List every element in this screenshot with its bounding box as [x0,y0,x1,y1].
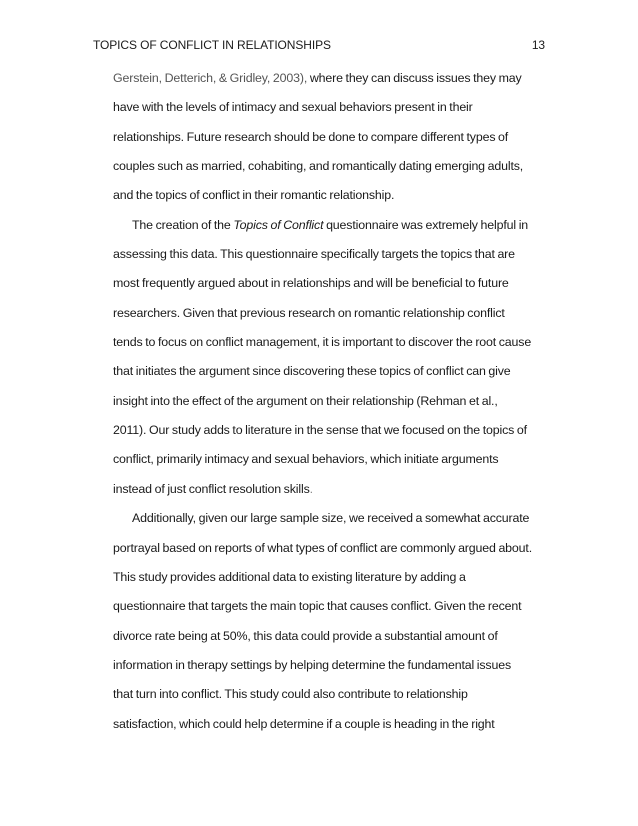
text-line: have with the levels of intimacy and sexual behaviors present in their [113,100,473,115]
text-line: most frequently argued about in relationships and will be beneficial to future [113,276,509,291]
text-line: This study provides additional data to existing literature by adding a [113,569,466,584]
text-line: relationships. Future research should be done to compare different types of [113,129,509,144]
text-line: that turn into conflict. This study could also contribute to relationship [113,687,468,702]
text-line: researchers. Given that previous research on romantic relationship conflict [113,305,505,320]
text-run: where they can discuss issues they may [307,71,522,85]
text-line: satisfaction, which could help determine if a couple is heading in the right [113,716,495,731]
text-run: questionnaire was extremely helpful in [323,217,529,232]
text-line: information in therapy settings by helping determine the fundamental issues [113,657,511,672]
text-run: The creation of the [132,217,234,232]
running-head: TOPICS OF CONFLICT IN RELATIONSHIPS [93,38,331,52]
questionnaire-title: Topics of Conflict [233,217,324,232]
text-line: conflict, primarily intimacy and sexual behaviors, which initiate arguments [113,452,499,467]
text-line: portrayal based on reports of what types of conflict are commonly argued about. [113,540,532,555]
text-line: questionnaire that targets the main topic that causes conflict. Given the recent [113,599,522,614]
text-line: that initiates the argument since discovering these topics of conflict can give [113,364,511,379]
text-run: instead of just conflict resolution skills [113,481,310,496]
text-line: divorce rate being at 50%, this data could provide a substantial amount of [113,628,498,643]
text-line [113,70,543,99]
text-line: tends to focus on conflict management, it is important to discover the root cause [113,335,532,350]
text-line: and the topics of conflict in their romantic relationship. [113,188,395,203]
body-text [113,70,543,745]
trailing-period: . [309,481,313,496]
text-line: insight into the effect of the argument on their relationship (Rehman et al., [113,393,498,408]
page-header [93,38,545,54]
text-line: assessing this data. This questionnaire specifically targets the topics that are [113,247,515,262]
citation: Gerstein, Detterich, & Gridley, 2003), [113,71,308,85]
text-line: couples such as married, cohabiting, and romantically dating emerging adults, [113,159,524,174]
text-line: 2011). Our study adds to literature in the sense that we focused on the topics of [113,423,527,438]
text-line [113,481,543,510]
paragraph-start-line: Additionally, given our large sample size, we received a somewhat accurate [132,511,530,526]
paragraph-start-line [113,217,543,246]
page-number: 13 [531,38,545,52]
